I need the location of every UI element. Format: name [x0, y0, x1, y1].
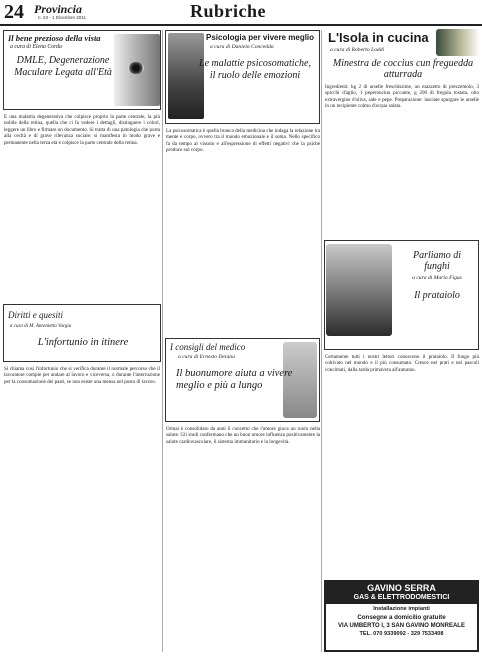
article-title: L'infortunio in itinere: [37, 337, 129, 348]
ad-business-name: GAVINO SERRA: [367, 583, 436, 593]
article-kicker: Diritti e quesiti: [8, 310, 63, 320]
article-body: È una malattia degenerativa che colpisce proprio la parte centrale, la più nobile della retina, quella che ci fa vedere i dettagli, distinguere i colori, leggere un libro e firmare un documento. Si tratta di una patologia che porta alla cecità e di grave rilevanza sociale: si manifesta in modo grave e permanente nella terza età e colpisce la parte centrale della retina.: [4, 114, 160, 146]
article-title: Minestra de coccius cun freguedda atturrada: [332, 58, 474, 80]
article-body: Si chiama così l'infortunio che si verifica durante il normale percorso che il lavoratore compie per andare al lavoro e viceversa, o durante l'interruzione per la consumazione dei pasti, se non esiste una mensa nel posto di lavoro.: [4, 366, 160, 385]
page-number: 24: [4, 1, 24, 23]
article-author: a cura di Ernesto Deiana: [178, 354, 235, 360]
masthead-logo: Provincia: [34, 2, 82, 16]
section-title: Rubriche: [190, 1, 266, 21]
mushroom-photo: [326, 244, 392, 336]
recipe-body: Ingredienti: kg 2 di arselle freschissime, un mazzetto di prezzemolo, 3 spicchi d'aglio, 1 peperoncino piccante, g 200 di fregula tostata, olio extravergine d'oliva, sale e pepe. Preparazione: lasciate spurgare le arselle in un recipiente colmo d'acqua salata.: [325, 84, 479, 110]
author-photo: [436, 29, 480, 56]
eye-photo: [114, 34, 160, 106]
ad-phone: TEL. 070 9339092 - 329 7533408: [359, 631, 444, 637]
article-body: Ormai è consolidato da anni il concetto che l'umore gioca un ruolo nella salute. Gli studi confermano che un buon umore influenza positivamente la salute cardiovascolare, il sistema immunitario e la longevità.: [166, 426, 320, 445]
article-body: La psicosomatica è quella branca della medicina che indaga la relazione tra mente e corpo, ovvero tra il mondo emozionale e il soma. Nello specifico fa da tempo al vissuto e all'espressione di effetti negativi che la psiche produce sul corpo.: [166, 128, 320, 154]
article-kicker: L'Isola in cucina: [328, 30, 429, 45]
article-author: a cura di Mario Figus: [412, 275, 462, 281]
column-divider: [162, 30, 163, 652]
ad-subtitle: GAS & ELETTRODOMESTICI: [353, 594, 450, 601]
article-title: DMLE, Degenerazione Maculare Legata all'Età: [14, 55, 112, 78]
column-divider: [321, 30, 322, 652]
article-author: a cura di Daniela Concedda: [210, 44, 274, 50]
ad-line: Installazione impianti: [373, 606, 430, 612]
issue-date: n. 23 - 1 Dicembre 2011: [38, 15, 86, 20]
article-author: a cura di M. Antonietta Vargiu: [10, 324, 72, 329]
article-body: Certamente tutti i nostri lettori conoscono il prataiolo. Il fungo più coltivato nel mondo e il più consumato. Cresce nei prati e nei pascoli concimati, dalla tarda primavera all'autunno.: [325, 354, 479, 373]
article-title: Il buonumore aiuta a vivere meglio e più a lungo: [176, 368, 293, 391]
article-author: a cura di Elena Corda: [10, 44, 62, 50]
article-title: Le malattie psicosomatiche, il ruolo delle emozioni: [199, 58, 311, 81]
article-kicker: I consigli del medico: [170, 342, 246, 352]
article-title: Il prataiolo: [414, 290, 460, 301]
ad-line: Consegne a domicilio gratuite: [357, 614, 446, 621]
article-kicker: Psicologia per vivere meglio: [206, 33, 315, 42]
article-kicker: Parliamo di funghi: [412, 250, 462, 272]
article-author: a cura di Roberto Loddi: [330, 47, 385, 53]
article-kicker: Il bene prezioso della vista: [8, 33, 101, 43]
ad-address: VIA UMBERTO I, 3 SAN GAVINO MONREALE: [338, 623, 465, 629]
